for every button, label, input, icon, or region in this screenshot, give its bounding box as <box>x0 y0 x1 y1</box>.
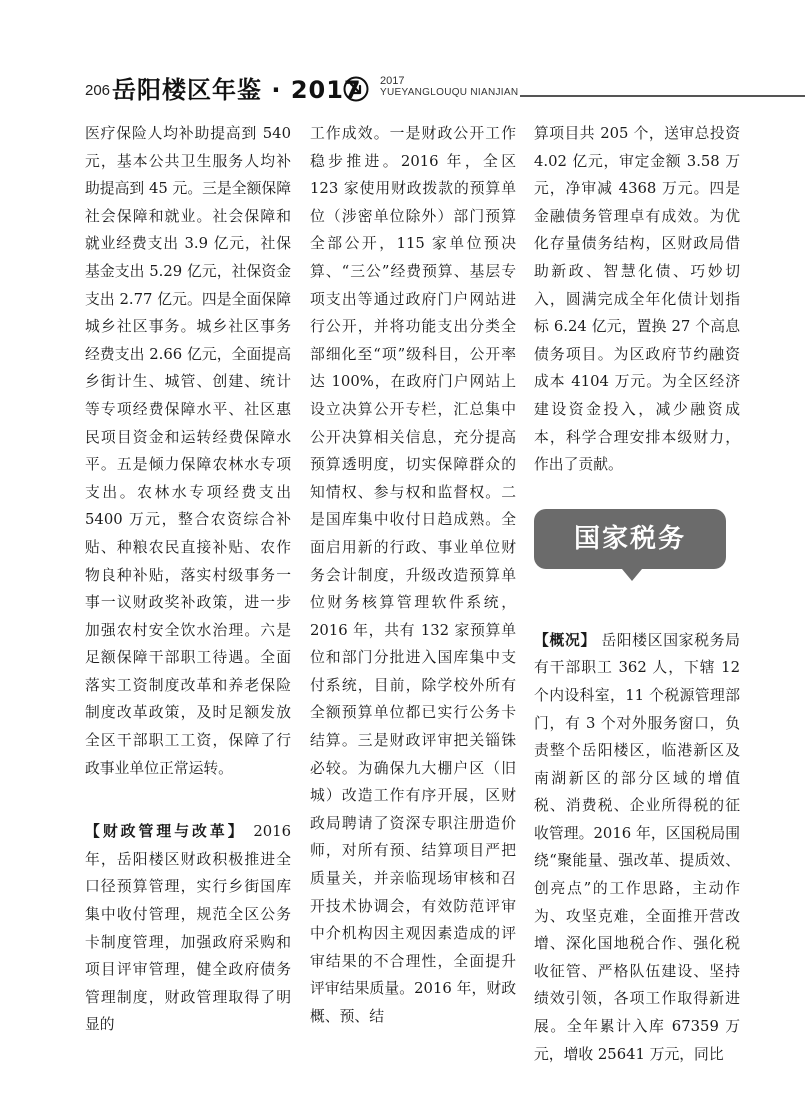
section-heading-national-tax: 国家税务 <box>534 509 726 569</box>
column-1 <box>85 120 291 1039</box>
page-number: 206 <box>85 82 111 99</box>
paragraph-tax-overview-body: 岳阳楼区国家税务局有干部职工 362 人，下辖 12 个内设科室，11 个税源管理部门，有 3 个对外服务窗口，负责整个岳阳楼区，临港新区及南湖新区的部分区域的增值税、消费税、企业所得税的征收管理。2016 年，区国税局围绕“聚能量、强改革、提质效、创亮点”的工作思路，主动作为、攻坚克难，全面推开营改增、深化国地税合作、强化税收征管、严格队伍建设、坚持绩效引领，各项工作取得新进展。全年累计入库 67359 万元，增收 25641 万元，同比 <box>534 631 740 1063</box>
column-3 <box>534 120 740 1068</box>
paragraph-work-results: 工作成效。一是财政公开工作稳步推进。2016 年，全区 123 家使用财政拨款的预算单位（涉密单位除外）部门预算全部公开，115 家单位预决算、“三公”经费预算、基层专项支出等通过政府门户网站进行公开，并将功能支出分类全部细化至“项”级科目，公开率达 100%，在政府门户网站上设立决算公开专栏，汇总集中公开决算相关信息，充分提高预算透明度，切实保障群众的知情权、参与权和监督权。二是国库集中收付日趋成熟。全面启用新的行政、事业单位财务会计制度，升级改造预算单位财务核算管理软件系统，2016 年，共有 132 家预算单位和部门分批进入国库集中支付系统，目前，除学校外所有全额预算单位都已实行公务卡结算。三是财政评审把关锱铢必较。为确保九大棚户区（旧城）改造工作有序开展，区财政局聘请了资深专职注册造价师，对所有预、结算项目严把质量关，并亲临现场审核和召开技术协调会，有效防范评审中介机构因主观因素造成的评审结果的不合理性，全面提升评审结果质量。2016 年，财政概、预、结 <box>310 125 516 1025</box>
arrow-circle-icon <box>343 76 369 102</box>
header-year: 2017 <box>380 75 405 87</box>
section-title-finance-management: 【财政管理与改革】 <box>85 823 246 841</box>
paragraph-finance-management <box>85 818 291 1039</box>
header-rule <box>520 95 805 97</box>
paragraph-tax-overview <box>534 627 740 1069</box>
section-title-overview: 【概况】 <box>534 631 596 649</box>
paragraph-medical-insurance: 医疗保险人均补助提高到 540 元，基本公共卫生服务人均补助提高到 45 元。三是全额保障社会保障和就业。社会保障和就业经费支出 3.9 亿元，社保基金支出 5.29 亿元，社保资金支出 2.77 亿元。四是全面保障城乡社区事务。城乡社区事务经费支出 2.66 亿元，全面提高乡街计生、城管、创建、统计等专项经费保障水平、社区惠民项目资金和运转经费保障水平。五是倾力保障农林水专项支出。农林水专项经费支出 5400 万元，整合农资综合补贴、种粮农民直接补贴、农作物良种补贴，落实村级事务一事一议财政奖补政策，进一步加强农村安全饮水治理。六是足额保障干部职工待遇。全面落实工资制度改革和养老保险制度改革政策，及时足额发放全区干部职工工资，保障了行政事业单位正常运转。 <box>85 125 291 777</box>
book-title: 岳阳楼区年鉴 · 2017 <box>112 76 362 104</box>
header-pinyin: YUEYANGLOUQU NIANJIAN <box>380 87 519 98</box>
paragraph-debt-management: 算项目共 205 个，送审总投资 4.02 亿元，审定金额 3.58 万元，净审减 4368 万元。四是金融债务管理卓有成效。为优化存量债务结构，区财政局借助新政、智慧化债、巧妙切入，圆满完成全年化债计划指标 6.24 亿元，置换 27 个高息债务项目。为区政府节约融资成本 4104 万元。为全区经济建设资金投入，减少融资成本，科学合理安排本级财力，作出了贡献。 <box>534 125 740 474</box>
paragraph-finance-management-body: 2016 年，岳阳楼区财政积极推进全口径预算管理，实行乡街国库集中收付管理，规范全区公务卡制度管理，加强政府采购和项目评审管理，健全政府债务管理制度，财政管理取得了明显的 <box>85 823 291 1034</box>
header-english <box>380 75 518 99</box>
column-2 <box>310 120 516 1031</box>
